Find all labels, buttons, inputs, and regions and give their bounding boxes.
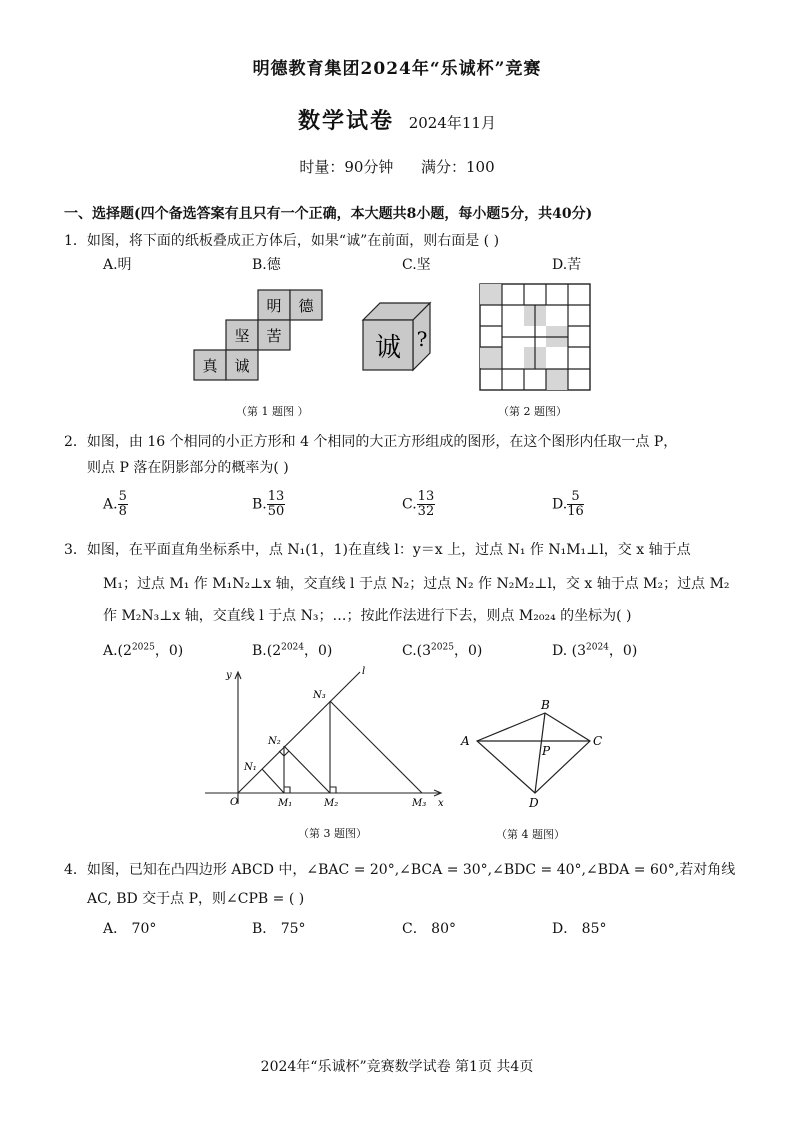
net-cell-de: 德 (298, 297, 314, 315)
net-cell-cheng: 诚 (234, 357, 250, 375)
section-title: 一、选择题(四个备选答案有且只有一个正确，本大题共8小题，每小题5分，共40分) (64, 206, 593, 222)
subject-title: 数学试卷 (298, 108, 395, 134)
cube-front-char: 诚 (374, 333, 402, 363)
q4-option-a: A． 70° (103, 921, 157, 937)
svg-text:M₂: M₂ (324, 798, 339, 809)
q2-option-a: A. $\frac{5}{8}$ (103, 489, 127, 519)
figure-1-cube (360, 298, 435, 373)
svg-text:P: P (542, 744, 551, 758)
q3-option-b: $B.(2^{2024}$，0) (252, 642, 333, 659)
figure-4-caption: （第 4 题图） (496, 828, 565, 841)
page-footer: 2024年“乐诚杯”竞赛数学试卷 第1页 共4页 (260, 1059, 534, 1075)
q4-option-b: B． 75° (252, 921, 306, 937)
svg-text:N₃: N₃ (313, 690, 326, 701)
svg-text:N₁: N₁ (244, 762, 257, 773)
figure-2-grid (476, 281, 594, 393)
q2-option-d: D. $\frac{5}{16}$ (552, 489, 584, 519)
question-3-line1: 3．如图，在平面直角坐标系中，点 N₁(1，1)在直线 l：y＝x 上，过点 N₁ 作 N₁M₁⊥l，交 x 轴于点 (64, 542, 691, 558)
question-2-stem-line1: 2．如图，由 16 个相同的小正方形和 4 个相同的大正方形组成的图形，在这个图形内任取一点 P， (64, 434, 678, 450)
q1-option-b: B.德 (252, 257, 281, 273)
svg-text:l: l (362, 666, 366, 677)
q3-option-a: $A.(2^{2025}$，0) (103, 642, 184, 659)
figure-4-quadrilateral (455, 695, 615, 813)
figure-3-caption: （第 3 题图） (298, 827, 367, 840)
net-cell-zhen: 真 (202, 357, 218, 375)
q1-option-a: A.明 (103, 257, 132, 273)
q2-option-b: B. $\frac{13}{50}$ (252, 489, 285, 519)
q2-option-c: C. $\frac{13}{32}$ (402, 489, 435, 519)
cube-side-question: ? (416, 327, 428, 351)
exam-org-title: 明德教育集团2024年“乐诚杯”竞赛 (252, 59, 542, 79)
net-cell-ming: 明 (266, 297, 282, 315)
svg-text:M₁: M₁ (278, 798, 293, 809)
exam-date: 2024年11月 (408, 114, 496, 132)
svg-text:B: B (541, 698, 550, 712)
svg-text:D: D (529, 796, 539, 810)
net-cell-jian: 坚 (234, 327, 250, 345)
question-3-line3: 作 M₂N₃⊥x 轴，交直线 l 于点 N₃；…；按此作法进行下去，则点 M₂₀₂₄ 的坐标为( ) (103, 608, 632, 624)
q1-option-c: C.坚 (402, 257, 431, 273)
svg-text:N₂: N₂ (268, 736, 281, 747)
figure-2-caption: （第 2 题图） (498, 405, 567, 418)
full-score: 满分：100 (421, 158, 495, 176)
svg-text:x: x (438, 798, 444, 809)
figure-1-caption: （第 1 题图 ） (236, 405, 309, 418)
q4-option-d: D． 85° (552, 921, 607, 937)
q3-option-d: D. ($3^{2024}$，0) (552, 642, 638, 659)
svg-text:M₃: M₃ (412, 798, 427, 809)
exam-meta (0, 156, 794, 177)
q4-option-c: C． 80° (402, 921, 456, 937)
q3-option-c: $C.(3^{2025}$，0) (402, 642, 483, 659)
exam-title (0, 104, 794, 135)
svg-text:y: y (226, 670, 232, 681)
time-limit: 时量：90分钟 (299, 158, 394, 176)
question-1-stem: 1．如图，将下面的纸板叠成正方体后，如果“诚”在前面，则右面是 ( ) (64, 233, 500, 249)
question-3-line2: M₁；过点 M₁ 作 M₁N₂⊥x 轴，交直线 l 于点 N₂；过点 N₂ 作 N₂M₂⊥l，交 x 轴于点 M₂；过点 M₂ (103, 576, 730, 592)
question-2-stem-line2: 则点 P 落在阴影部分的概率为( ) (87, 460, 289, 476)
svg-text:O: O (230, 797, 239, 808)
figure-3-coordinate (200, 664, 450, 809)
net-cell-ku: 苦 (266, 327, 282, 345)
svg-text:C: C (593, 734, 603, 748)
figure-1-net (190, 286, 325, 384)
question-4-line2: AC, BD 交于点 P，则∠CPB = ( ) (87, 891, 305, 907)
svg-text:A: A (461, 734, 470, 748)
q1-option-d: D.苦 (552, 257, 582, 273)
question-4-line1: 4．如图，已知在凸四边形 ABCD 中，∠BAC = 20°,∠BCA = 30°,∠BDC = 40°,∠BDA = 60°,若对角线 (64, 862, 736, 878)
